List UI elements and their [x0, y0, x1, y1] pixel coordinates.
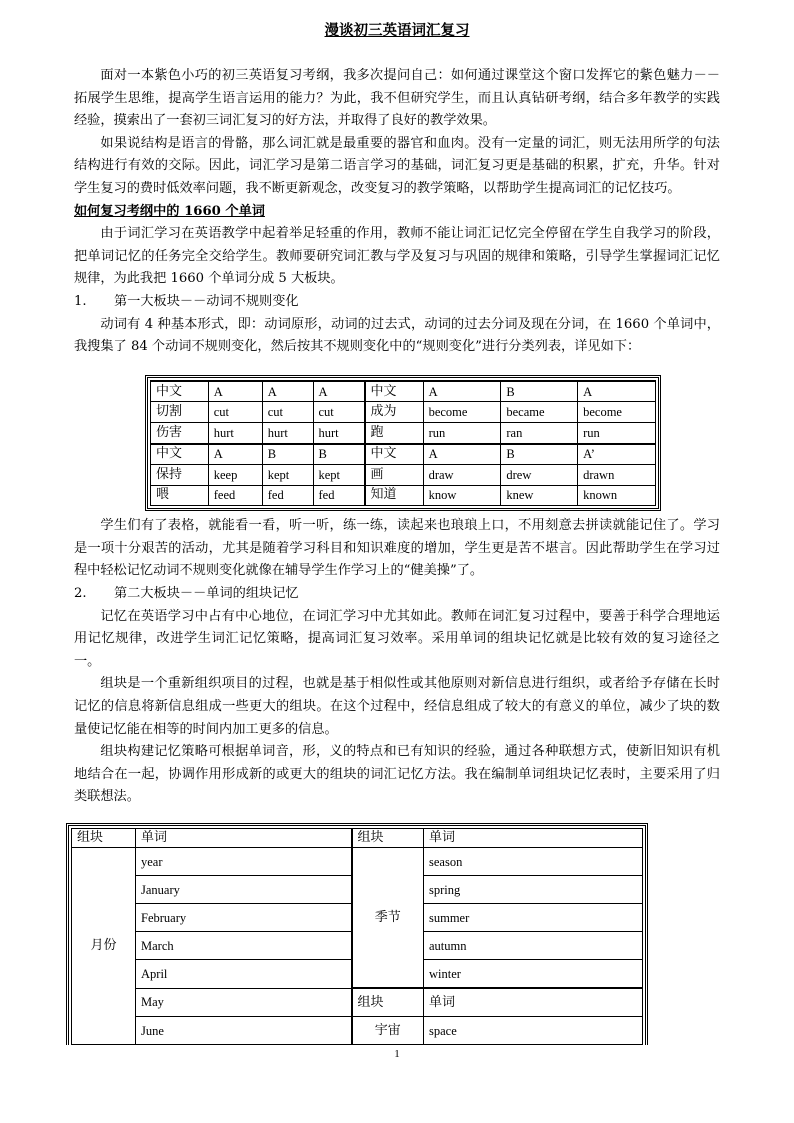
list-number: 1.	[74, 293, 87, 309]
table-cell: B	[313, 444, 365, 465]
table-cell: 中文	[151, 444, 209, 465]
table-cell: fed	[313, 485, 365, 506]
table-cell: summer	[424, 904, 643, 932]
table-cell: become	[578, 402, 656, 423]
table-row	[151, 422, 656, 443]
list-item-2	[74, 583, 720, 606]
table-cell: 中文	[365, 381, 424, 402]
table-header-group: 组块	[72, 829, 136, 848]
table-header-word: 单词	[424, 829, 643, 848]
table-header-word: 单词	[136, 829, 352, 848]
table-cell: autumn	[424, 932, 643, 960]
table-cell: hurt	[208, 422, 262, 443]
table-cell: 跑	[365, 422, 424, 443]
table-cell: hurt	[313, 422, 365, 443]
verb-table-frame	[145, 375, 661, 512]
table-cell: A	[423, 444, 501, 465]
paragraph-chunk-strategy: 组块构建记忆策略可根据单词音，形，义的特点和已有知识的经验，通过各种联想方式，使新旧知识有机地结合在一起，协调作用形成新的或更大的组块的词汇记忆方法。我在编制单词组块记忆表时，主要采用了归类联想法。	[74, 744, 720, 805]
table-cell: know	[423, 485, 501, 506]
table-cell: 保持	[151, 465, 209, 486]
list-text: 第一大板块－－动词不规则变化	[114, 293, 299, 309]
table-cell: fed	[262, 485, 313, 506]
table-cell: 中文	[151, 381, 209, 402]
table-header-word: 单词	[424, 988, 643, 1017]
table-cell: run	[578, 422, 656, 443]
table-row	[151, 402, 656, 423]
verb-irregular-table	[150, 380, 656, 507]
table-cell: cut	[313, 402, 365, 423]
paragraph-chunking: 组块是一个重新组织项目的过程，也就是基于相似性或其他原则对新信息进行组织，或者给予存储在长时记忆的信息将新信息组成一些更大的组块。在这个过程中，经信息组成了较大的有意义的单位，减少了块的数量使记忆能在相等的时间内加工更多的信息。	[74, 676, 720, 737]
table-cell: draw	[423, 465, 501, 486]
table-cell: A	[423, 381, 501, 402]
table-row	[72, 988, 643, 1017]
table-cell: B	[501, 444, 578, 465]
table-cell: 切割	[151, 402, 209, 423]
table-row	[151, 485, 656, 506]
table-row	[151, 465, 656, 486]
table-row	[151, 381, 656, 402]
table-cell: known	[578, 485, 656, 506]
table-cell: 喂	[151, 485, 209, 506]
table-cell: A	[578, 381, 656, 402]
table-cell: hurt	[262, 422, 313, 443]
table-cell: ran	[501, 422, 578, 443]
paragraph-intro: 面对一本紫色小巧的初三英语复习考纲，我多次提问自己：如何通过课堂这个窗口发挥它的紫色魅力－－拓展学生思维，提高学生语言运用的能力？为此，我不但研究学生，而且认真钻研考纲，结合多年教学的实践经验，摸索出了一套初三词汇复习的好方法，并取得了良好的教学效果。	[74, 68, 720, 129]
table-cell: cut	[208, 402, 262, 423]
table-cell: kept	[313, 465, 365, 486]
table-cell: cut	[262, 402, 313, 423]
table-cell: drew	[501, 465, 578, 486]
table-cell: A	[208, 381, 262, 402]
table-cell: April	[136, 960, 352, 989]
table-cell: run	[423, 422, 501, 443]
table-cell: May	[136, 988, 352, 1017]
table-header-group: 组块	[352, 988, 424, 1017]
table-cell: February	[136, 904, 352, 932]
table-cell: A	[313, 381, 365, 402]
group-cell-space: 宇宙	[352, 1017, 424, 1045]
group-cell-season: 季节	[352, 848, 424, 989]
table-header-group: 组块	[352, 829, 424, 848]
list-number: 2.	[74, 586, 87, 602]
table-cell: 画	[365, 465, 424, 486]
table-cell: winter	[424, 960, 643, 989]
table-cell: keep	[208, 465, 262, 486]
table-row	[72, 1017, 643, 1045]
paragraph-five-sections: 由于词汇学习在英语教学中起着举足轻重的作用，教师不能让词汇记忆完全停留在学生自我学习的阶段，把单词记忆的任务完全交给学生。教师要研究词汇教与学及复习与巩固的规律和策略，引导学生掌握词汇记忆规律，为此我把 1660 个单词分成 5 大板块。	[74, 226, 720, 287]
table-cell: became	[501, 402, 578, 423]
table-cell: space	[424, 1017, 643, 1045]
table-cell: 成为	[365, 402, 424, 423]
table-cell: A	[262, 381, 313, 402]
table-row	[151, 444, 656, 465]
table-cell: knew	[501, 485, 578, 506]
group-cell-month: 月份	[72, 848, 136, 1045]
table-cell: A	[208, 444, 262, 465]
table-cell: A’	[578, 444, 656, 465]
table-cell: B	[501, 381, 578, 402]
paragraph-verb-forms: 动词有 4 种基本形式，即：动词原形，动词的过去式，动词的过去分词及现在分词，在 1660 个单词中，我搜集了 84 个动词不规则变化，然后按其不规则变化中的“规则变化”进行分类列表，详见如下：	[74, 316, 720, 355]
list-item-1	[74, 291, 720, 314]
paragraph-table-benefit: 学生们有了表格，就能看一看，听一听，练一练，读起来也琅琅上口，不用刻意去拼读就能记住了。学习是一项十分艰苦的活动，尤其是随着学习科目和知识难度的增加，学生更是苦不堪言。因此帮助学生在学习过程中轻松记忆动词不规则变化就像在辅导学生作学习上的“健美操”了。	[74, 518, 720, 579]
table-cell: become	[423, 402, 501, 423]
table-cell: March	[136, 932, 352, 960]
word-chunk-table	[71, 828, 643, 1045]
table-row	[72, 829, 643, 848]
table-cell: 中文	[365, 444, 424, 465]
table-cell: B	[262, 444, 313, 465]
section-heading: 如何复习考纲中的 1660 个单词	[74, 203, 265, 219]
table-cell: January	[136, 876, 352, 904]
chunk-table-frame	[66, 823, 648, 1045]
table-cell: 知道	[365, 485, 424, 506]
table-cell: drawn	[578, 465, 656, 486]
table-cell: feed	[208, 485, 262, 506]
page-title: 漫谈初三英语词汇复习	[324, 22, 470, 39]
table-row	[72, 848, 643, 876]
list-text: 第二大板块－－单词的组块记忆	[114, 586, 299, 602]
table-cell: kept	[262, 465, 313, 486]
paragraph-memory: 记忆在英语学习中占有中心地位，在词汇学习中尤其如此。教师在词汇复习过程中，要善于科学合理地运用记忆规律，改进学生词汇记忆策略，提高词汇复习效率。采用单词的组块记忆就是比较有效的复习途径之一。	[74, 608, 720, 669]
table-cell: 伤害	[151, 422, 209, 443]
paragraph-vocabulary-importance: 如果说结构是语言的骨骼，那么词汇就是最重要的器官和血肉。没有一定量的词汇，则无法用所学的句法结构进行有效的交际。因此，词汇学习是第二语言学习的基础，词汇复习更是基础的积累，扩充，升华。针对学生复习的费时低效率问题，我不断更新观念，改变复习的教学策略，以帮助学生提高词汇的记忆技巧。	[74, 135, 720, 196]
table-cell: year	[136, 848, 352, 876]
table-cell: June	[136, 1017, 352, 1045]
table-cell: season	[424, 848, 643, 876]
table-cell: spring	[424, 876, 643, 904]
page-number: 1	[394, 1048, 400, 1060]
